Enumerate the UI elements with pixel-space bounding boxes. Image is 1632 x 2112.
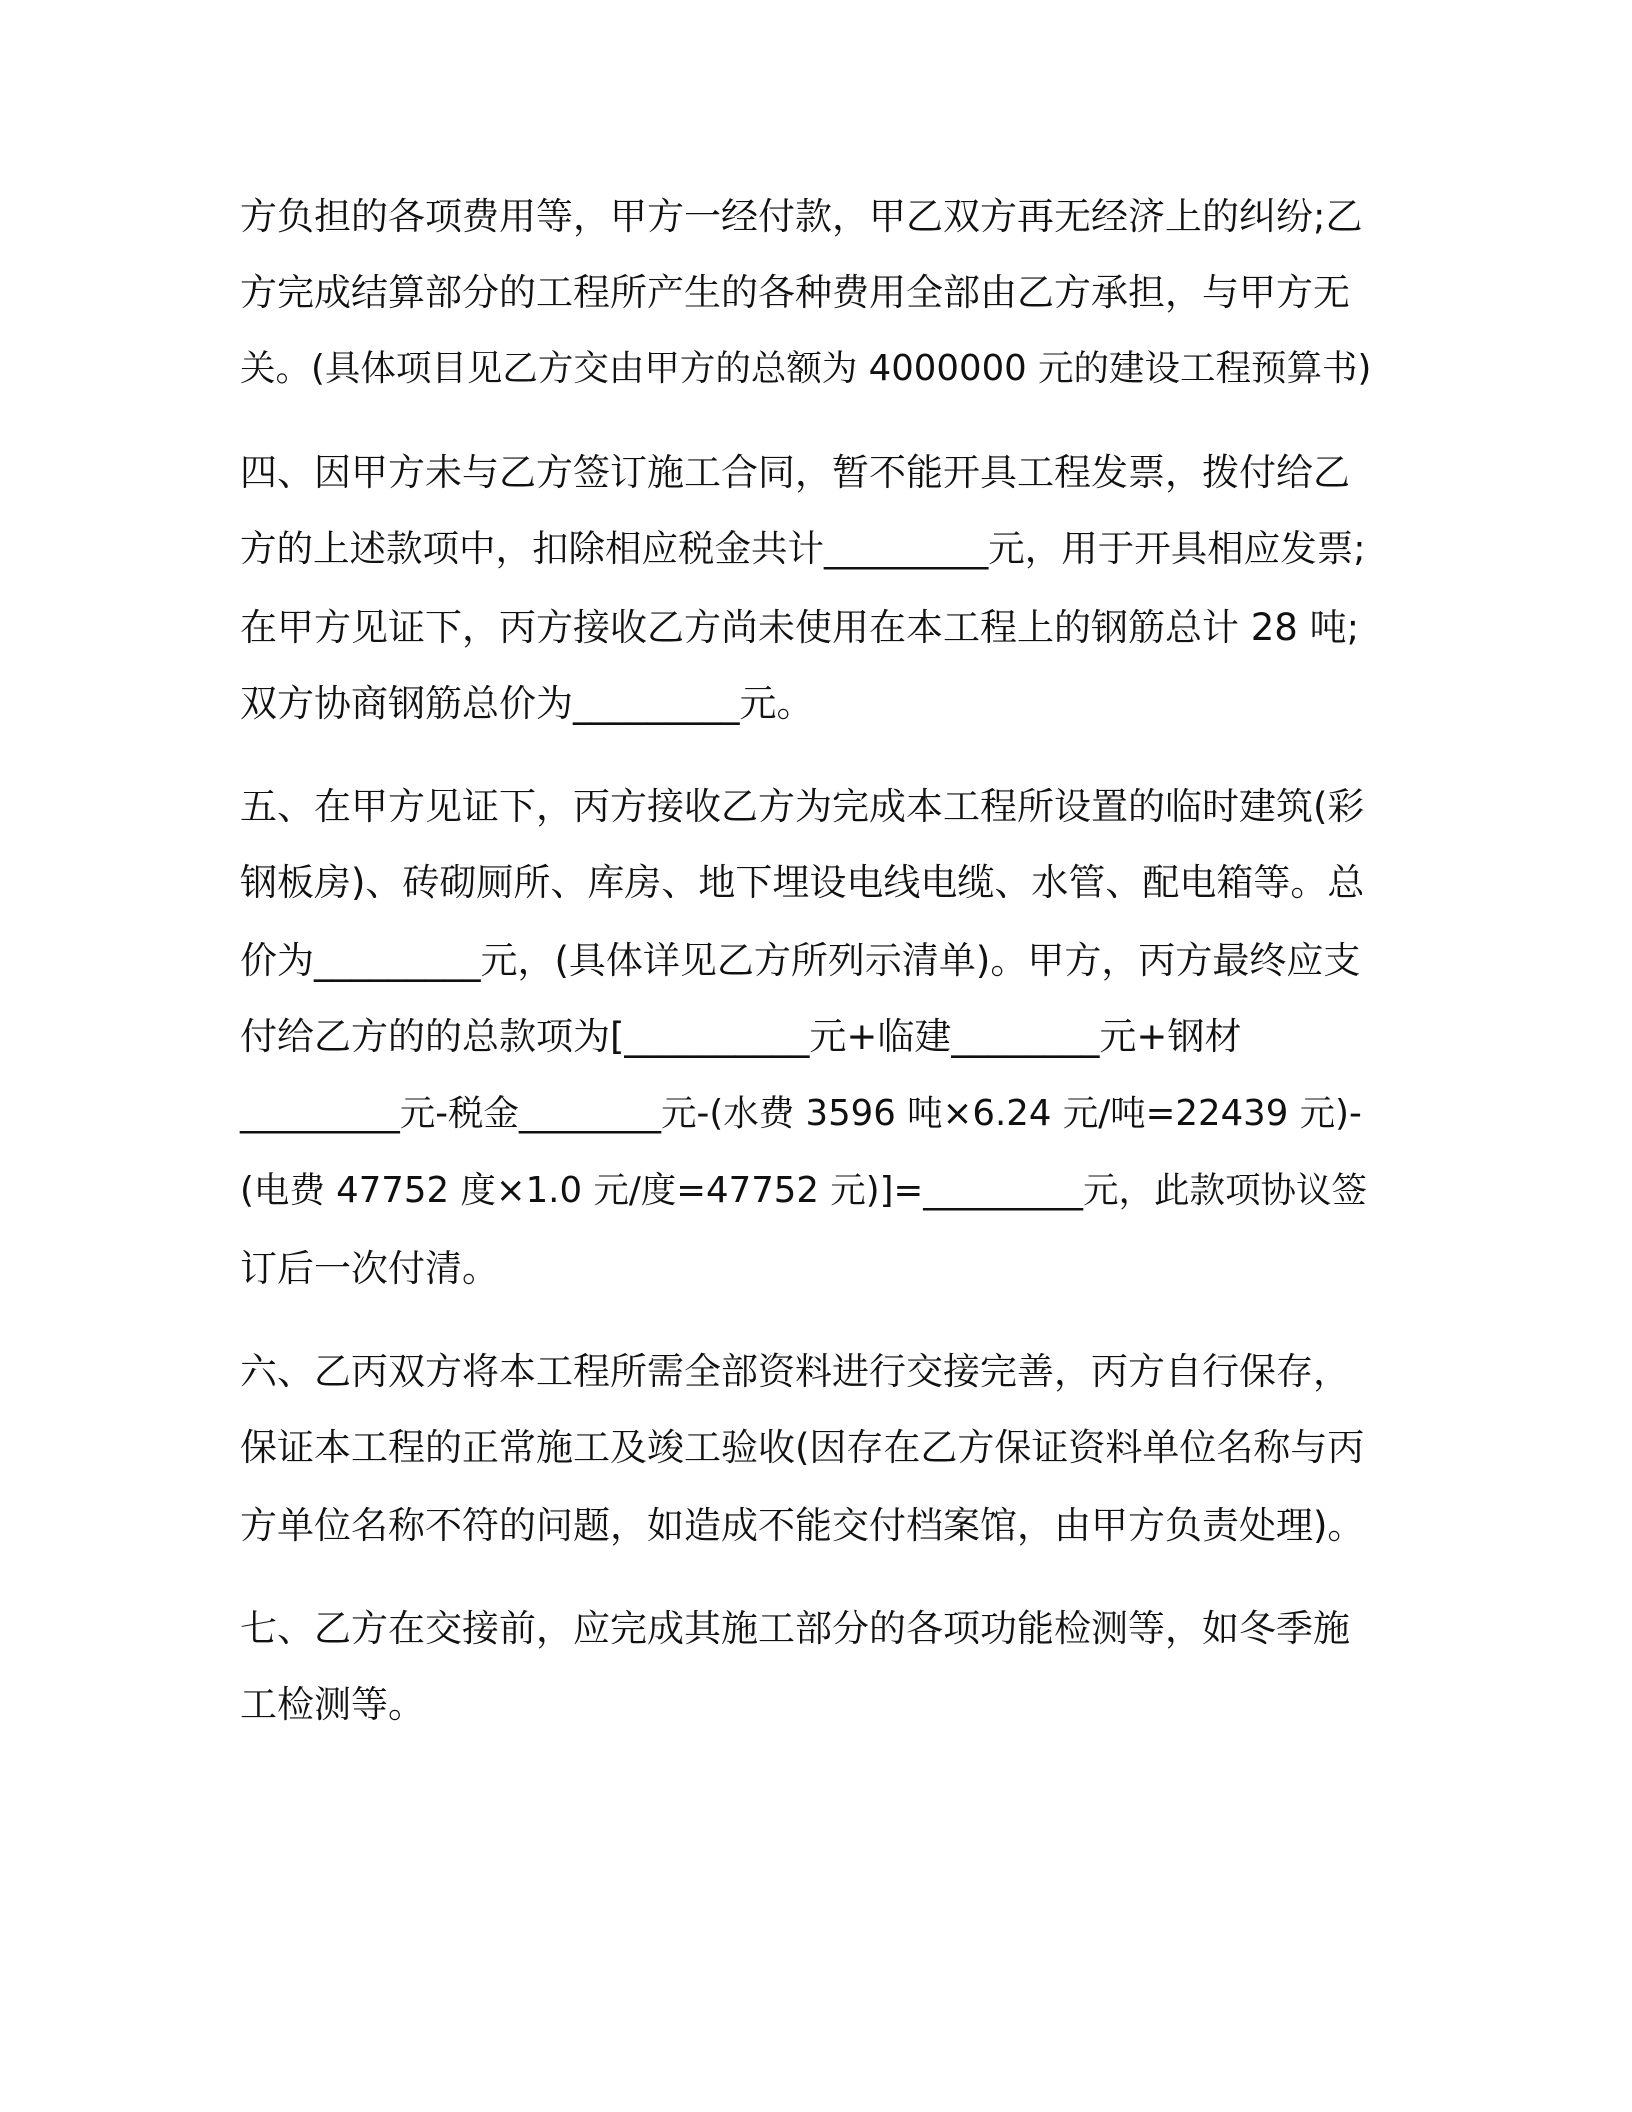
text-line: 双方协商钢筋总价为_________元。 — [240, 682, 814, 725]
text-line: 工检测等。 — [240, 1683, 425, 1726]
text-line: 保证本工程的正常施工及竣工验收(因存在乙方保证资料单位名称与丙 — [240, 1426, 1365, 1469]
text-line: 五、在甲方见证下，丙方接收乙方为完成本工程所设置的临时建筑(彩 — [240, 785, 1365, 828]
text-line: 关。(具体项目见乙方交由甲方的总额为 4000000 元的建设工程预算书) — [240, 348, 1372, 389]
text-line: (电费 47752 度×1.0 元/度=47752 元)]=_________元，此款项协议签 — [240, 1170, 1367, 1211]
text-line: 方单位名称不符的问题，如造成不能交付档案馆，由甲方负责处理)。 — [240, 1504, 1365, 1547]
text-line: 方负担的各项费用等，甲方一经付款，甲乙双方再无经济上的纠纷;乙 — [240, 195, 1363, 238]
text-line: 四、因甲方未与乙方签订施工合同，暂不能开具工程发票，拨付给乙 — [240, 451, 1350, 494]
text-line: 付给乙方的的总款项为[__________元+临建________元+钢材 — [240, 1015, 1242, 1058]
text-line: 钢板房)、砖砌厕所、库房、地下埋设电线电缆、水管、配电箱等。总 — [240, 861, 1365, 904]
text-line: 七、乙方在交接前，应完成其施工部分的各项功能检测等，如冬季施 — [240, 1607, 1350, 1650]
text-line: 六、乙丙双方将本工程所需全部资料进行交接完善，丙方自行保存， — [240, 1350, 1350, 1393]
text-line: 价为_________元，(具体详见乙方所列示清单)。甲方，丙方最终应支 — [240, 939, 1361, 982]
text-line: 方完成结算部分的工程所产生的各种费用全部由乙方承担，与甲方无 — [240, 271, 1350, 314]
text-line: _________元-税金________元-(水费 3596 吨×6.24 元/吨=22439 元)- — [240, 1093, 1362, 1134]
text-line: 方的上述款项中，扣除相应税金共计_________元，用于开具相应发票; — [240, 527, 1366, 570]
text-line: 在甲方见证下，丙方接收乙方尚未使用在本工程上的钢筋总计 28 吨; — [240, 606, 1360, 649]
text-line: 订后一次付清。 — [240, 1247, 499, 1290]
